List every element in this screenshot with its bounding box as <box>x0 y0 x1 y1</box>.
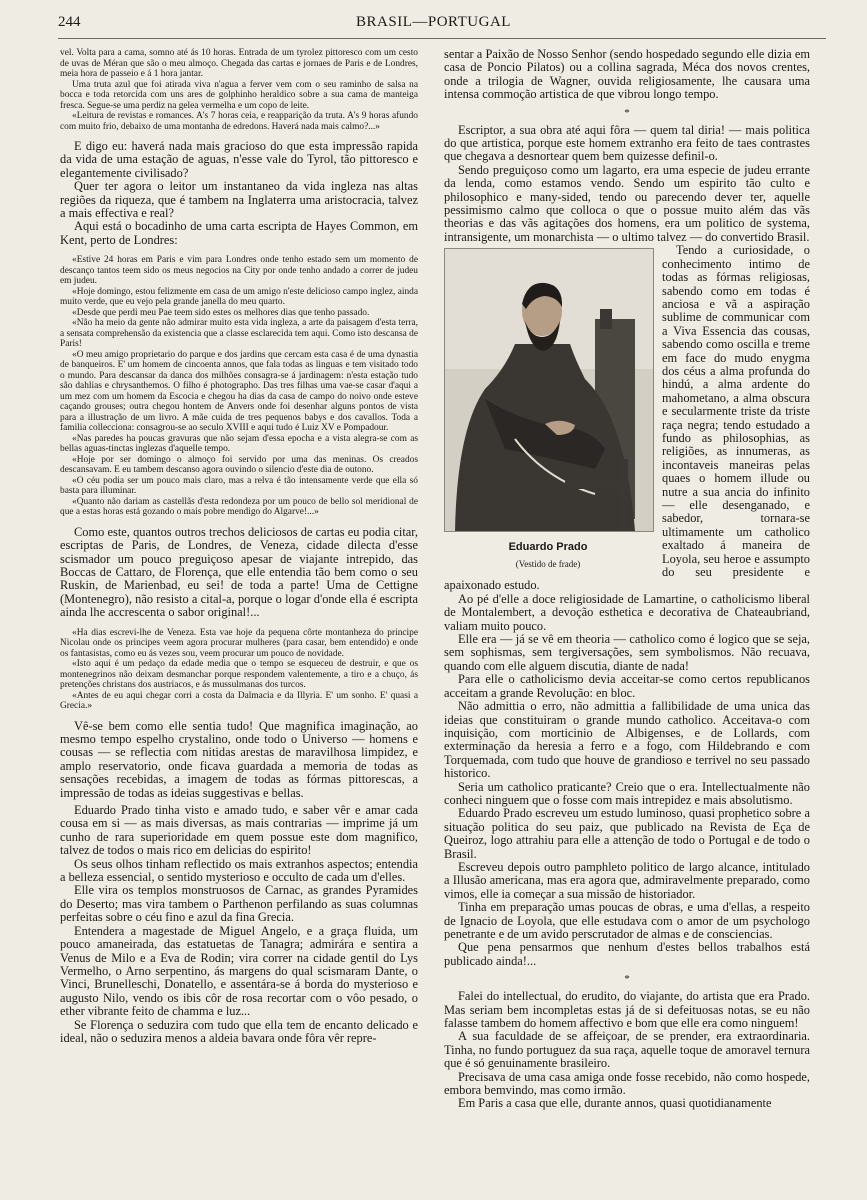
figure-caption: Eduardo Prado <box>508 541 588 554</box>
body-paragraph: Tendo a curiosidade, o conhecimento intimo de todas as fórmas religiosas, sabendo como em todas é anciosa e vã a aspiração sublime de communicar com a Viva Essencia das cousas, sabendo como oscilla e treme em face do mudo enygma dos céus a alma profunda do hindú, a alma ardente do mahometano, a alma obscura e secularmente triste da triste raça negra; tendo estudado a fundo as philosophias, as religiões, as innumeras, as incontaveis maneiras pelas quaes o homem illude ou nutre a sua ancia do infinito — elle desenganado, e sabedor, tornara-se ultimamente um catholico exaltado á maneira de Loyola, seu heroe e assumpto do seu presidente e apaixonado estudo. <box>444 243 810 593</box>
letter-quote: «Nas paredes ha poucas gravuras que não sejam d'essa epocha e a vista alegra-se com as bellas aguas-tinctas inglezas d'aquelle tempo. <box>60 433 418 455</box>
portrait-illustration <box>445 249 653 531</box>
letter-quote: «Hoje domingo, estou felizmente em casa de um amigo n'este delicioso campo inglez, ainda muito verde, que eu vejo pela grande janella do meu quarto. <box>60 286 418 308</box>
letter-quote: «O céu podia ser um pouco mais claro, mas a relva é tão intensamente verde que ella só basta para illuminar. <box>60 475 418 497</box>
letter-quote: «Estive 24 horas em Paris e vim para Londres onde tenho estado sem um momento de descanço tantos teem sido os meus negocios na City por onde tenho andado a correr de judeu em judeu. <box>60 255 418 287</box>
body-paragraph: Elle era — já se vê em theoria — catholico como é logico que se seja, sem sophismas, sem tergiversações, sem symbolismos. Não recuava, quando com elle alguem discutia, diante de nada! <box>444 632 810 673</box>
body-paragraph: Escriptor, a sua obra até aqui fôra — quem tal diria! — mais politica do que artistica, porque este homem extranho era feito de taes contrastes que chegava a desnortear quem bem quizesse definil-o. <box>444 122 810 164</box>
body-paragraph: Elle vira os templos monstruosos de Carnac, as grandes Pyramides do Deserto; mas vira tambem o Parthenon perfilando as suas columnas perfeitas sobre o céu fino e azul da fina Grecia. <box>60 883 418 925</box>
body-paragraph: Eduardo Prado escreveu um estudo luminoso, quasi prophetico sobre a situação politica do seu paiz, que publicado na Revista de Eça de Queiroz, logo attrahiu para elle a attenção de todo o Portugal e de todo o Brasil. <box>444 806 810 861</box>
body-paragraph: E digo eu: haverá nada mais gracioso do que esta impressão rapida da vida de uma estação de aguas, n'esse vale do Tyrol, tão pittoresco e elegantemente civilisado? <box>60 139 418 180</box>
body-paragraph: Se Florença o seduzira com tudo que ella tem de encanto delicado e ideal, não o seduzira menos a aldeia bavara onde fôra vêr repre- <box>60 1017 418 1045</box>
body-paragraph: Sendo preguiçoso como um lagarto, era uma especie de judeu errante da lenda, como estamos vendo. Sendo um espirito tão culto e philosophico e many-sided, tendo ou parecendo dever ter, aquelle pessimismo calmo que colloca o que o possue muito além das vãs theorias e das vãs agitações dos homens, era um politico de systema, intransigente, um monarchista — o ultimo talvez — do convertido Brasil. <box>444 162 810 244</box>
letter-quote: «Isto aqui é um pedaço da edade media que o tempo se esqueceu de destruir, e que os montenegrinos não deixam desmanchar porque respondem valentemente, a tiro e a chuço, ás pretenções christans dos austriacos, e ás mussulmanas dos turcos. <box>60 659 418 691</box>
running-title: BRASIL—PORTUGAL <box>356 14 511 30</box>
body-paragraph: Aqui está o bocadinho de uma carta escripta de Hayes Common, em Kent, perto de Londres: <box>60 219 418 247</box>
body-paragraph: Entendera a magestade de Miguel Angelo, e a graça fluida, um pouco amaneirada, das estatuetas de Tanagra; admirára e sentira a Venus de Milo e a Eva de Rodin; vira correr na cidade gentil do Lys Vermelho, o Arno serpentino, ás margens do qual scismaram Dante, o Vinci, Brunelleschi, Donatello, e assentára-se á borda do mysterioso e augusto Nilo, vendo os ibis côr de rosa recortar com o vôo pesado, o ether vibrante feito de chamma e luz... <box>60 923 418 1019</box>
body-paragraph: Como este, quantos outros trechos deliciosos de cartas eu podia citar, escriptas de Paris, de Londres, de Veneza, cidade dilecta d'esse scismador um pouco preguiçoso apesar de viajante intrepido, das Boccas de Cattaro, de Florença, que elle entendia tão bem como o seu Ruskin, de Marienbad, eu sei! de toda a parte! Uma de Cettigne (Montenegro), não resisto a cital-a, porque o logar d'onde ella é escripta ainda lhe accrescenta o sabor original!... <box>60 524 418 620</box>
page-number: 244 <box>58 14 81 30</box>
left-column <box>60 48 418 1045</box>
portrait-figure <box>444 248 652 569</box>
letter-quote: «Desde que perdi meu Pae teem sido estes os melhores dias que tenho passado. <box>72 307 370 318</box>
letter-quote: Uma truta azul que foi atirada viva n'agua a ferver vem com o seu raminho de salsa na bocca e toda retorcida com uns ares de golphinho heraldico sobre a sua cama de manteiga fresca. Segue-se uma perdiz na gelea vermelha e um copo de leite. <box>60 79 418 111</box>
body-paragraph: Precisava de uma casa amiga onde fosse recebido, não como hospede, embora bemvindo, mas como irmão. <box>444 1069 810 1098</box>
page-header <box>0 14 867 36</box>
letter-quote: vel. Volta para a cama, somno até ás 10 horas. Entrada de um tyrolez pittoresco com um cesto de uvas de Méran que são o meu almoço. Chegada das cartas e jornaes de Paris e de Londres, meia hora de passeio e á 1 hora jantar. <box>60 48 418 79</box>
body-paragraph: Ao pé d'elle a doce religiosidade de Lamartine, o catholicismo liberal de Montalembert, a devoção esthetica e decorativa de Chateaubriand, valiam muito pouco. <box>444 591 810 633</box>
body-paragraph: Para elle o catholicismo devia acceitar-se como certos republicanos acceitam a grande Revolução: en bloc. <box>444 672 810 700</box>
body-paragraph: Quer ter agora o leitor um instantaneo da vida ingleza nas altas regiões da riqueza, que é tambem na Inglaterra uma aristocracia, talvez a mais effectiva e real? <box>60 179 418 221</box>
letter-quote: «Não ha meio da gente não admirar muito esta vida ingleza, a arte da paisagem d'esta terra, a sensata comprehensão da existencia que a classe esclarecida tem aqui. Como isto descansa de Paris! <box>60 318 418 350</box>
figure-subcaption: (Vestido de frade) <box>515 559 581 570</box>
body-paragraph: Vê-se bem como elle sentia tudo! Que magnifica imaginação, ao mesmo tempo espelho crystalino, onde todo o Universo — homens e cousas — se reflectia com nitidas arestas de maravilhosa limpidez, e amplo reservatorio, onde ficava guardada a memoria de todas as sensações recebidas, a imagem de todas as fórmas pittorescas, a impressão de todas as ideias suggestivas e bellas. <box>60 718 418 800</box>
letter-quote: «Antes de eu aqui chegar corri a costa da Dalmacia e da Illyria. E' um sonho. E' quasi a Grecia.» <box>60 690 418 712</box>
body-paragraph: Seria um catholico praticante? Creio que o era. Intellectualmente não conheci ninguem que o fosse com mais intrepidez e mais absolutismo. <box>444 779 810 807</box>
body-paragraph: Os seus olhos tinham reflectido os mais extranhos aspectos; entendia a belleza essencial, o sentido mysterioso e occulto de cada um d'elles. <box>60 856 418 885</box>
body-paragraph: Em Paris a casa que elle, durante annos, quasi quotidianamente <box>458 1096 772 1111</box>
letter-quote: «Quanto não dariam as castellãs d'esta redondeza por um pouco de bello sol meridional de que a estas horas está gozando o mais pobre mendigo do Algarve!...» <box>60 496 418 518</box>
right-column <box>444 48 810 1111</box>
section-separator: * <box>624 106 630 119</box>
body-paragraph: Que pena pensarmos que nenhum d'estes bellos trabalhos está publicado ainda!... <box>444 940 810 968</box>
body-paragraph: Falei do intellectual, do erudito, do viajante, do artista que era Prado. Mas seriam bem incompletas estas já de si defeituosas notas, se eu não falasse tambem do homem affectivo e bom que elle era como ninguem! <box>444 989 810 1031</box>
letter-quote: «O meu amigo proprietario do parque e dos jardins que cercam esta casa é de uma dynastia de banqueiros. E' um homem de cincoenta annos, que fala todas as linguas e tem visitado todo o mundo. Para descansar da danca dos milhões consagra-se á jardinagem: n'esta estação tudo são dahlias e chrysanthemos. O filho é photographo. Das tres filhas uma vae-se casar d'aqui a um mez com um homem da Escocia e chegou ha dias da casa de campo do noivo onde esteve caçando grouses; outra chegou hontem de Anvers onde foi desenhar alguns pontos de vista para a illustração de um livro. A mãe cuida de tres pequenos babys e dos cavallos. Toda a familia collecciona: consagrou-se ao seculo XVIII e aqui tudo é Luiz XV e Pompadour. <box>60 349 418 434</box>
body-paragraph: Eduardo Prado tinha visto e amado tudo, e saber vêr e amar cada cousa em si — as mais diversas, as mais contrarias — imprime já um cunho de rara superioridade em quem possue este dom magnifico, talvez de todos o mais rico em delicias do espirito! <box>60 803 418 858</box>
letter-quote: «Ha dias escrevi-lhe de Veneza. Esta vae hoje da pequena côrte montanheza do principe Nicolau onde os principes veem agora procurar mulheres (para casar, bem entendido) e onde os fantasistas, como eu ás vezes sou, veem procurar um pouco de novidade. <box>60 627 418 659</box>
body-paragraph: Escreveu depois outro pamphleto politico de largo alcance, intitulado a Illusão americana, mas era agora que, admiravelmente preparado, como vimos, elle ia começar a sua missão de historiador. <box>444 859 810 901</box>
section-separator: * <box>624 973 630 986</box>
body-paragraph: Não admittia o erro, não admittia a fallibilidade de uma unica das ideias que constituiram o grande mundo catholico. Acceitava-o com inquisição, com morticinio de Albigenses, e de Lollards, com exterminação da heresia a ferro e a fogo, com Hildebrando e com Torquemada, com tudo que houve de grandioso e terrivel no seu passado historico. <box>444 699 810 781</box>
portrait-photo <box>444 248 654 532</box>
header-rule <box>58 38 826 39</box>
letter-quote: «Leitura de revistas e romances. A's 7 horas ceia, e reapparição da truta. A's 9 horas afundo com muito frio, debaixo de uma montanha de edredons. Haverá nada mais calmo?...» <box>60 111 418 132</box>
letter-quote: «Hoje por ser domingo o almoço foi servido por uma das meninas. Os creados descansavam. E eu tambem descanso agora ouvindo o silencio d'este dia de outono. <box>60 454 418 476</box>
body-paragraph: Tinha em preparação umas poucas de obras, e uma d'ellas, a respeito de Ignacio de Loyola, que elle estudava com o amor de um psychologo penetrante e de um avido perscrutador de almas e de consciencias. <box>444 900 810 941</box>
body-paragraph: sentar a Paixão de Nosso Senhor (sendo hospedado segundo elle dizia em casa de Poncio Pilatos) ou a collina sagrada, Méca dos novos crentes, onde a trilogia de Wagner, ouvida religiosamente, lhe causara uma intensa commoção artistica de que vibrou longo tempo. <box>444 47 810 102</box>
body-paragraph: A sua faculdade de se affeiçoar, de se prender, era extraordinaria. Tinha, no fundo portuguez da sua raça, aquelle toque de amoravel ternura que é só genuinamente brasileiro. <box>444 1029 810 1071</box>
